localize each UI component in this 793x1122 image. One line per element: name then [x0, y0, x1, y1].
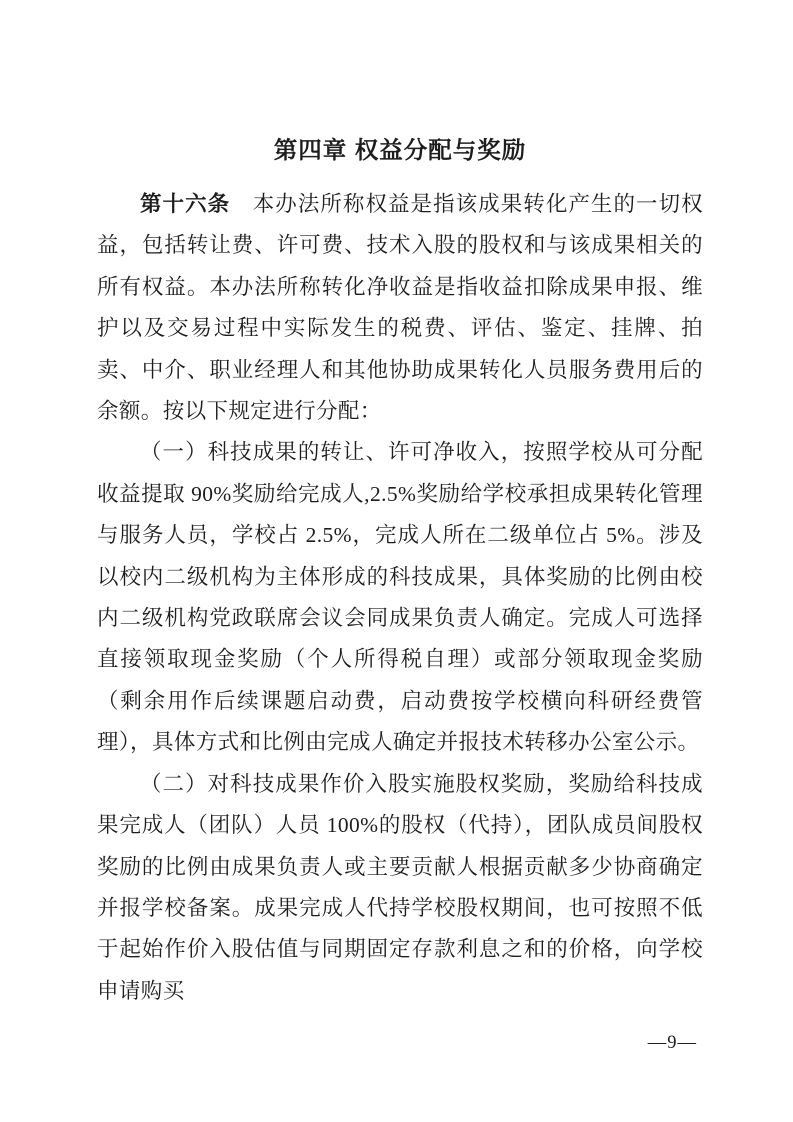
paragraph-item-1	[97, 432, 703, 763]
page-number: —9—	[647, 1033, 697, 1053]
document-body	[97, 130, 703, 1012]
article-number-lead: 第十六条	[140, 192, 231, 216]
chapter-title: 第四章 权益分配与奖励	[273, 137, 527, 163]
paragraph-text: （一）科技成果的转让、许可净收入，按照学校从可分配收益提取 90%奖励给完成人,2.5%奖励给学校承担成果转化管理与服务人员，学校占 2.5%，完成人所在二级单位占 5%。涉及以校内二级机构为主体形成的科技成果，具体奖励的比例由校内二级机构党政联席会议会同成果负责人确定。完成人可选择直接领取现金奖励（个人所得税自理）或部分领取现金奖励（剩余用作后续课题启动费，启动费按学校横向科研经费管理），具体方式和比例由完成人确定并报技术转移办公室公示。	[97, 440, 703, 755]
paragraph-text: 本办法所称权益是指该成果转化产生的一切权益，包括转让费、许可费、技术入股的股权和与该成果相关的所有权益。本办法所称转化净收益是指收益扣除成果申报、维护以及交易过程中实际发生的税费、评估、鉴定、挂牌、拍卖、中介、职业经理人和其他协助成果转化人员服务费用后的余额。按以下规定进行分配：	[97, 192, 703, 424]
paragraph-text: （二）对科技成果作价入股实施股权奖励，奖励给科技成果完成人（团队）人员 100%的股权（代持），团队成员间股权奖励的比例由成果负责人或主要贡献人根据贡献多少协商确定并报学校备案。成果完成人代持学校股权期间，也可按照不低于起始作价入股估值与同期固定存款利息之和的价格，向学校申请购买	[97, 771, 703, 1003]
paragraph-article-16	[97, 184, 703, 432]
paragraph-item-2	[97, 764, 703, 1012]
